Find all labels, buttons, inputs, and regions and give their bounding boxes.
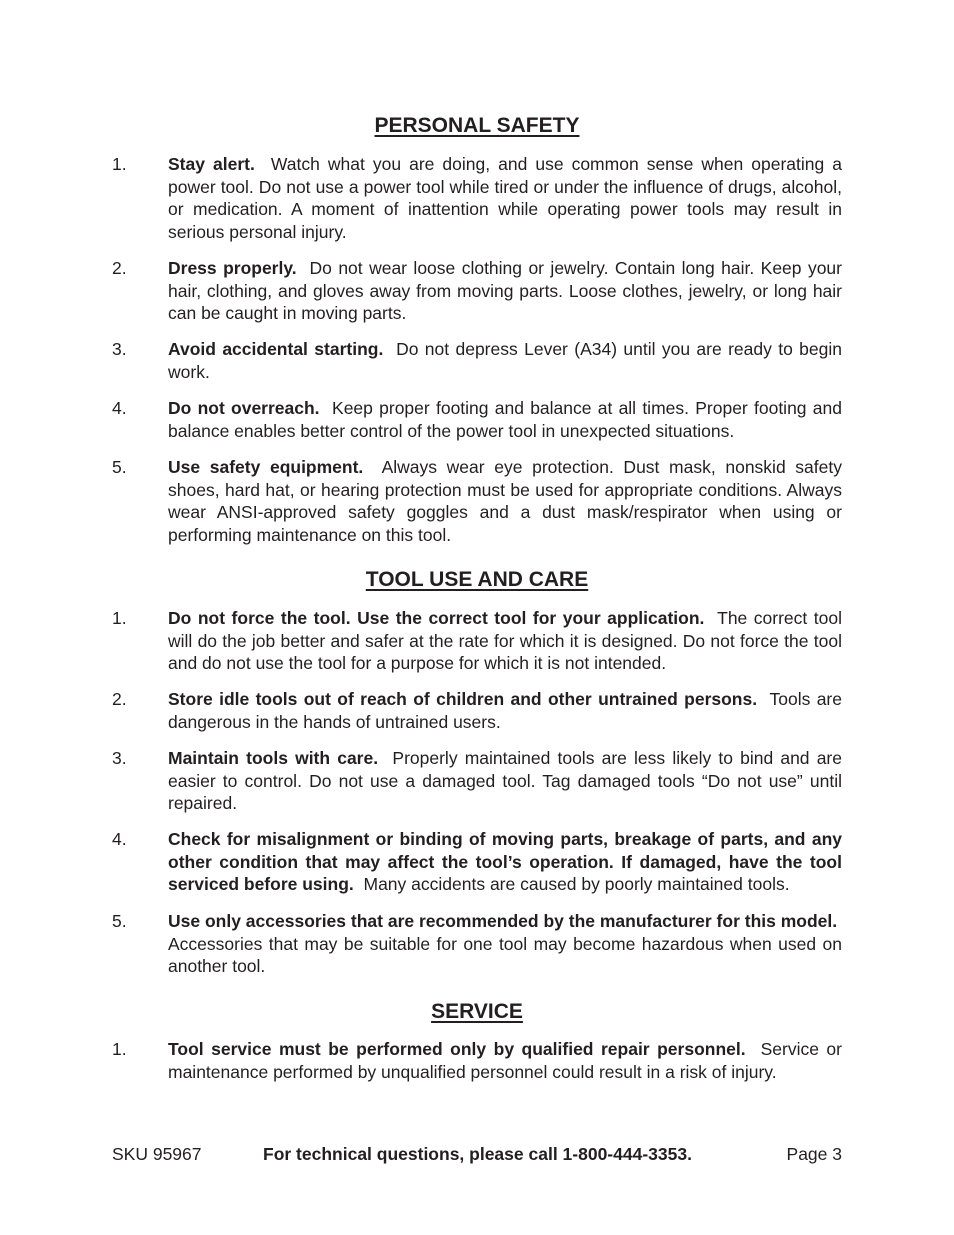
footer-contact: For technical questions, please call 1-800-444-3353. (263, 1144, 692, 1164)
list-item: 1. Tool service must be performed only by qualified repair personnel. Service or maintenance performed by unqualified personnel could result in a risk of injury. (112, 1039, 842, 1082)
section-heading-tool-use-and-care: TOOL USE AND CARE (365, 568, 589, 591)
section-heading-personal-safety: PERSONAL SAFETY (374, 114, 580, 137)
footer-page-number: Page 3 (786, 1144, 842, 1164)
list-item: 2. Dress properly. Do not wear loose clothing or jewelry. Contain long hair. Keep your hair, clothing, and gloves away from moving parts. Loose clothes, jewelry, or long hair can be caught in moving parts. (112, 258, 842, 323)
list-item: 5. Use safety equipment. Always wear eye protection. Dust mask, nonskid safety shoes, hard hat, or hearing protection must be used for appropriate conditions. Always wear ANSI-approved safety goggles and a dust mask/respirator when using or performing maintenance on this tool. (112, 457, 842, 545)
list-item: 4. Check for misalignment or binding of moving parts, breakage of parts, and any other condition that may affect the tool’s operation. If damaged, have the tool serviced before using. Many accidents are caused by poorly maintained tools. (112, 829, 842, 894)
footer-sku: SKU 95967 (112, 1144, 202, 1164)
list-item: 3. Avoid accidental starting. Do not depress Lever (A34) until you are ready to begin work. (112, 339, 842, 382)
list-item: 4. Do not overreach. Keep proper footing and balance at all times. Proper footing and balance enables better control of the power tool in unexpected situations. (112, 398, 842, 441)
list-item: 1. Stay alert. Watch what you are doing, and use common sense when operating a power tool. Do not use a power tool while tired or under the influence of drugs, alcohol, or medication. A moment of inattention while operating power tools may result in serious personal injury. (112, 154, 843, 242)
section-heading-service: SERVICE (431, 1000, 523, 1023)
list-item: 1. Do not force the tool. Use the correct tool for your application. The correct tool will do the job better and safer at the rate for which it is designed. Do not force the tool and do not use the tool for a purpose for which it is not intended. (112, 608, 843, 673)
list-item: 5. Use only accessories that are recommended by the manufacturer for this model. Accessories that may be suitable for one tool may become hazardous when used on another tool. (112, 911, 842, 976)
list-item: 2. Store idle tools out of reach of children and other untrained persons. Tools are dangerous in the hands of untrained users. (112, 689, 842, 732)
list-item: 3. Maintain tools with care. Properly maintained tools are less likely to bind and are easier to control. Do not use a damaged tool. Tag damaged tools “Do not use” until repaired. (112, 748, 842, 813)
